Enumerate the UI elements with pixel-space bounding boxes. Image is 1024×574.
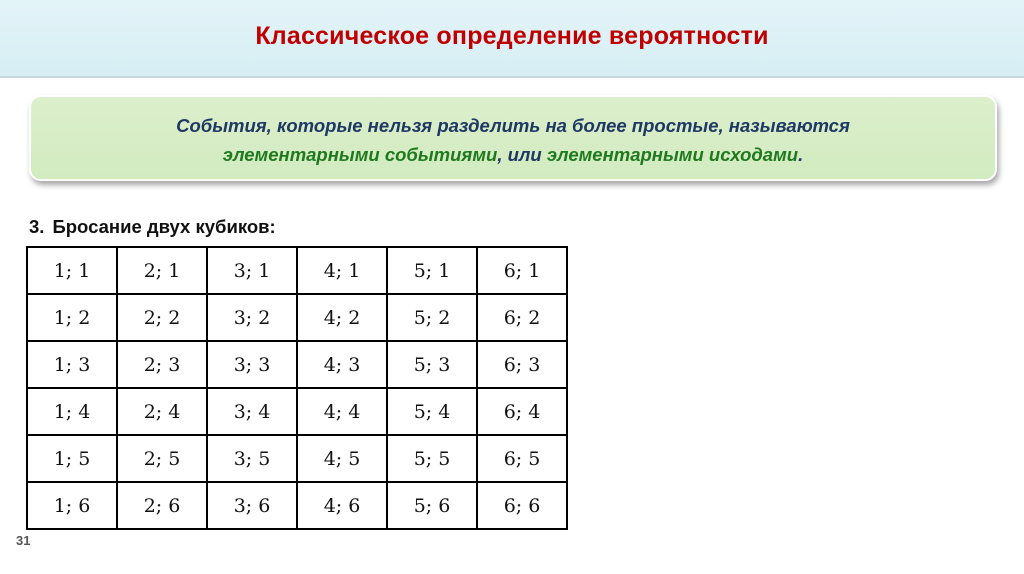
table-cell: 6; 6 — [477, 482, 567, 529]
table-cell: 6; 3 — [477, 341, 567, 388]
definition-connector: , или — [497, 144, 547, 165]
table-cell: 3; 2 — [207, 294, 297, 341]
slide-header — [0, 0, 1024, 78]
table-cell: 6; 1 — [477, 247, 567, 294]
table-cell: 2; 4 — [117, 388, 207, 435]
table-row — [27, 388, 567, 435]
table-cell: 1; 3 — [27, 341, 117, 388]
definition-line-1: События, которые нельзя разделить на более простые, называются — [176, 115, 850, 136]
table-cell: 4; 6 — [297, 482, 387, 529]
table-cell: 5; 1 — [387, 247, 477, 294]
table-cell: 2; 6 — [117, 482, 207, 529]
table-cell: 1; 5 — [27, 435, 117, 482]
section-title: Бросание двух кубиков: — [52, 216, 276, 237]
table-row — [27, 294, 567, 341]
table-cell: 4; 1 — [297, 247, 387, 294]
term-elementary-outcomes: элементарными исходами — [546, 144, 799, 165]
table-cell: 2; 1 — [117, 247, 207, 294]
table-cell: 1; 6 — [27, 482, 117, 529]
table-cell: 5; 5 — [387, 435, 477, 482]
table-cell: 5; 6 — [387, 482, 477, 529]
definition-box — [29, 95, 997, 181]
table-cell: 3; 6 — [207, 482, 297, 529]
table-cell: 1; 4 — [27, 388, 117, 435]
page-number: 31 — [16, 533, 31, 548]
table-cell: 2; 2 — [117, 294, 207, 341]
table-cell: 5; 3 — [387, 341, 477, 388]
term-elementary-events: элементарными событиями — [222, 144, 498, 165]
table-cell: 2; 5 — [117, 435, 207, 482]
table-cell: 5; 4 — [387, 388, 477, 435]
dice-outcomes-table — [26, 246, 568, 530]
table-row — [27, 435, 567, 482]
section-heading — [29, 216, 276, 238]
table-cell: 5; 2 — [387, 294, 477, 341]
table-cell: 6; 5 — [477, 435, 567, 482]
table-cell: 3; 4 — [207, 388, 297, 435]
table-cell: 4; 4 — [297, 388, 387, 435]
section-number: 3. — [29, 216, 45, 237]
definition-line-2 — [31, 140, 995, 169]
definition-end: . — [798, 144, 804, 165]
table-cell: 6; 4 — [477, 388, 567, 435]
table-cell: 4; 5 — [297, 435, 387, 482]
slide-title: Классическое определение вероятности — [255, 21, 769, 50]
table-row — [27, 247, 567, 294]
table-cell: 3; 1 — [207, 247, 297, 294]
table-row — [27, 341, 567, 388]
table-cell: 1; 2 — [27, 294, 117, 341]
table-cell: 1; 1 — [27, 247, 117, 294]
table-cell: 4; 3 — [297, 341, 387, 388]
table-cell: 3; 3 — [207, 341, 297, 388]
table-row — [27, 482, 567, 529]
table-cell: 2; 3 — [117, 341, 207, 388]
table-cell: 3; 5 — [207, 435, 297, 482]
table-cell: 4; 2 — [297, 294, 387, 341]
table-cell: 6; 2 — [477, 294, 567, 341]
